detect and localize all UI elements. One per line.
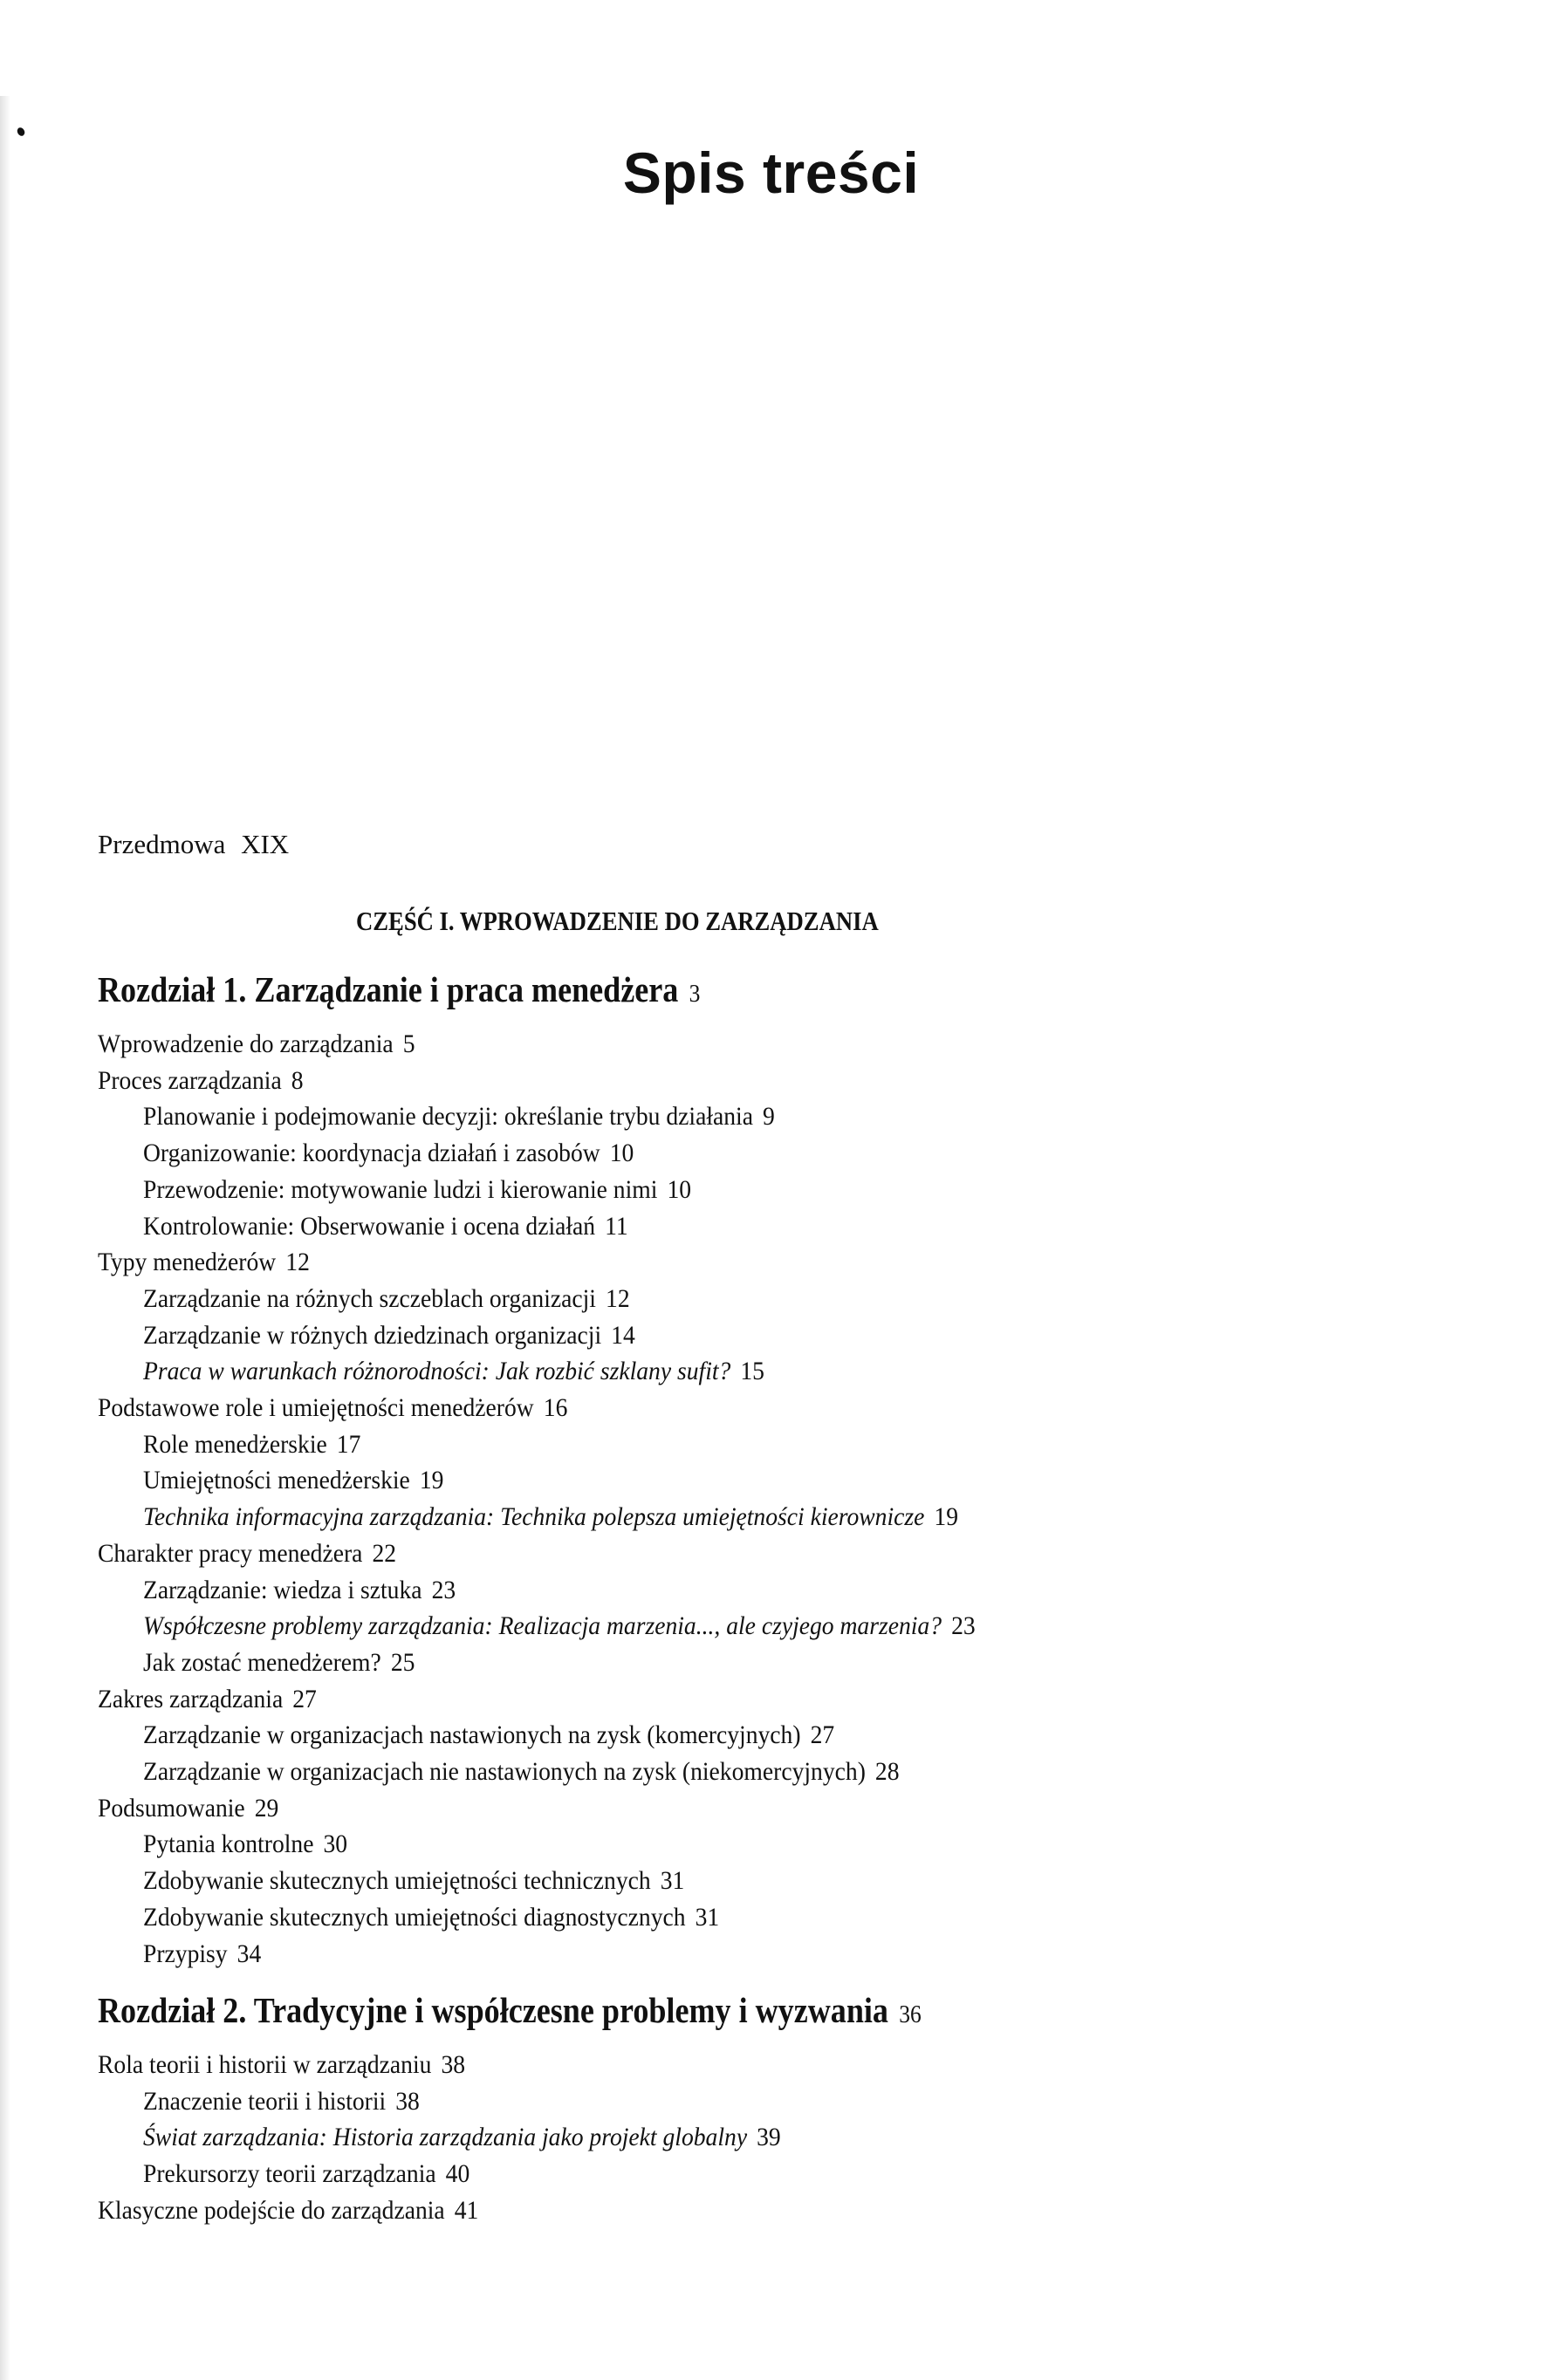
entry-label: Organizowanie: koordynacja działań i zasobów: [143, 1139, 600, 1168]
entry-label: Podstawowe role i umiejętności menedżerów: [98, 1393, 534, 1422]
entry-page-number: 27: [292, 1684, 317, 1713]
entry-page-number: 10: [609, 1139, 634, 1168]
entry-label: Zarządzanie: wiedza i sztuka: [143, 1575, 422, 1604]
scan-speck: [16, 127, 26, 138]
toc-section-entry[interactable]: [98, 2196, 478, 2226]
toc-section-entry[interactable]: [98, 1248, 310, 1277]
toc-subsection-entry[interactable]: [143, 1866, 684, 1896]
entry-label: Przypisy: [143, 1939, 228, 1968]
chapter-page-number: 3: [689, 980, 701, 1008]
entry-page-number: 23: [431, 1575, 456, 1604]
entry-page-number: 38: [395, 2086, 420, 2116]
toc-section-entry[interactable]: [98, 1029, 415, 1059]
toc-preface-entry[interactable]: [98, 829, 289, 860]
page-title: Spis treści: [622, 140, 920, 205]
toc-subsection-entry[interactable]: [143, 1284, 630, 1314]
toc-subsection-entry[interactable]: [143, 1175, 691, 1205]
entry-label: Typy menedżerów: [98, 1248, 277, 1277]
entry-page-number: 12: [285, 1248, 310, 1277]
entry-label: Zarządzanie w organizacjach nie nastawionych na zysk (niekomercyjnych): [143, 1757, 866, 1786]
toc-subsection-entry[interactable]: [143, 2123, 781, 2152]
toc-section-entry[interactable]: [98, 2050, 465, 2080]
entry-page-number: 15: [740, 1357, 764, 1386]
toc-section-entry[interactable]: [98, 1539, 396, 1569]
chapter-title: Rozdział 2. Tradycyjne i współczesne problemy i wyzwania: [98, 1990, 888, 2030]
entry-page-number: 38: [441, 2050, 466, 2079]
entry-page-number: 12: [606, 1283, 630, 1313]
entry-label: Zarządzanie na różnych szczeblach organizacji: [143, 1283, 596, 1313]
toc-subsection-entry[interactable]: [143, 1212, 628, 1241]
entry-label: Zakres zarządzania: [98, 1684, 284, 1713]
entry-page-number: 19: [934, 1502, 959, 1532]
toc-subsection-entry[interactable]: [143, 2087, 420, 2117]
preface-page: XIX: [241, 829, 290, 859]
toc-subsection-entry[interactable]: [143, 1648, 415, 1678]
entry-label: Technika informacyjna zarządzania: Technika polepsza umiejętności kierownicze: [143, 1502, 925, 1532]
toc-section-entry[interactable]: [98, 1066, 304, 1096]
entry-label: Świat zarządzania: Historia zarządzania jako projekt globalny: [143, 2123, 748, 2152]
entry-label: Role menedżerskie: [143, 1429, 327, 1459]
toc-subsection-entry[interactable]: [143, 1321, 635, 1351]
entry-label: Planowanie i podejmowanie decyzji: określanie trybu działania: [143, 1102, 753, 1132]
toc-subsection-entry[interactable]: [143, 1502, 958, 1532]
entry-page-number: 31: [660, 1866, 685, 1896]
toc-subsection-entry[interactable]: [143, 2159, 469, 2189]
toc-subsection-entry[interactable]: [143, 1466, 443, 1495]
toc-subsection-entry[interactable]: [143, 1720, 834, 1750]
chapter-page-number: 36: [899, 2000, 922, 2028]
toc-subsection-entry[interactable]: [143, 1576, 456, 1605]
entry-page-number: 9: [763, 1102, 775, 1132]
entry-page-number: 29: [254, 1793, 279, 1823]
toc-subsection-entry[interactable]: [143, 1357, 764, 1386]
entry-label: Zarządzanie w organizacjach nastawionych na zysk (komercyjnych): [143, 1720, 801, 1750]
toc-subsection-entry[interactable]: [143, 1430, 360, 1460]
toc-section-entry[interactable]: [98, 1685, 317, 1714]
entry-page-number: 34: [236, 1939, 262, 1968]
entry-page-number: 28: [874, 1757, 900, 1786]
entry-page-number: 41: [454, 2195, 479, 2225]
toc-section-entry[interactable]: [98, 1794, 278, 1823]
entry-page-number: 16: [543, 1393, 568, 1422]
entry-page-number: 17: [336, 1429, 361, 1459]
entry-label: Klasyczne podejście do zarządzania: [98, 2195, 445, 2225]
entry-label: Zdobywanie skutecznych umiejętności technicznych: [143, 1866, 651, 1896]
preface-label: Przedmowa: [98, 829, 226, 859]
entry-label: Przewodzenie: motywowanie ludzi i kierowanie nimi: [143, 1174, 658, 1204]
entry-page-number: 31: [695, 1902, 720, 1932]
entry-page-number: 10: [667, 1174, 692, 1204]
entry-label: Kontrolowanie: Obserwowanie i ocena działań: [143, 1211, 596, 1241]
entry-label: Pytania kontrolne: [143, 1829, 314, 1859]
entry-page-number: 19: [419, 1466, 444, 1495]
entry-page-number: 8: [291, 1065, 304, 1095]
entry-label: Rola teorii i historii w zarządzaniu: [98, 2050, 432, 2079]
entry-page-number: 40: [445, 2159, 470, 2189]
chapter-heading[interactable]: [98, 968, 700, 1010]
entry-label: Podsumowanie: [98, 1793, 245, 1823]
entry-page-number: 39: [757, 2123, 781, 2152]
entry-label: Wprowadzenie do zarządzania: [98, 1029, 394, 1058]
toc-subsection-entry[interactable]: [143, 1757, 900, 1787]
part-heading: CZĘŚĆ I. WPROWADZENIE DO ZARZĄDZANIA: [356, 906, 879, 936]
toc-section-entry[interactable]: [98, 1393, 567, 1423]
entry-label: Zarządzanie w różnych dziedzinach organizacji: [143, 1320, 602, 1350]
entry-label: Prekursorzy teorii zarządzania: [143, 2159, 436, 2189]
entry-label: Praca w warunkach różnorodności: Jak rozbić szklany sufit?: [143, 1357, 731, 1386]
entry-page-number: 11: [605, 1211, 628, 1241]
entry-page-number: 30: [323, 1829, 348, 1859]
entry-page-number: 22: [372, 1538, 397, 1568]
entry-page-number: 5: [402, 1029, 415, 1058]
toc-subsection-entry[interactable]: [143, 1611, 976, 1641]
scan-shadow-edge: [0, 96, 10, 2380]
toc-subsection-entry[interactable]: [143, 1139, 634, 1168]
entry-label: Zdobywanie skutecznych umiejętności diagnostycznych: [143, 1902, 686, 1932]
chapter-heading[interactable]: [98, 1989, 922, 2031]
entry-label: Jak zostać menedżerem?: [143, 1647, 381, 1677]
entry-page-number: 25: [390, 1647, 415, 1677]
entry-label: Proces zarządzania: [98, 1065, 282, 1095]
entry-label: Znaczenie teorii i historii: [143, 2086, 387, 2116]
toc-subsection-entry[interactable]: [143, 1903, 719, 1932]
entry-label: Umiejętności menedżerskie: [143, 1466, 410, 1495]
entry-label: Charakter pracy menedżera: [98, 1538, 363, 1568]
toc-subsection-entry[interactable]: [143, 1102, 775, 1132]
entry-label: Współczesne problemy zarządzania: Realizacja marzenia..., ale czyjego marzenia?: [143, 1611, 942, 1641]
chapter-title: Rozdział 1. Zarządzanie i praca menedżera: [98, 969, 679, 1009]
entry-page-number: 27: [810, 1720, 835, 1750]
entry-page-number: 23: [951, 1611, 976, 1641]
entry-page-number: 14: [611, 1320, 635, 1350]
toc-subsection-entry[interactable]: [143, 1829, 347, 1859]
toc-subsection-entry[interactable]: [143, 1939, 261, 1969]
